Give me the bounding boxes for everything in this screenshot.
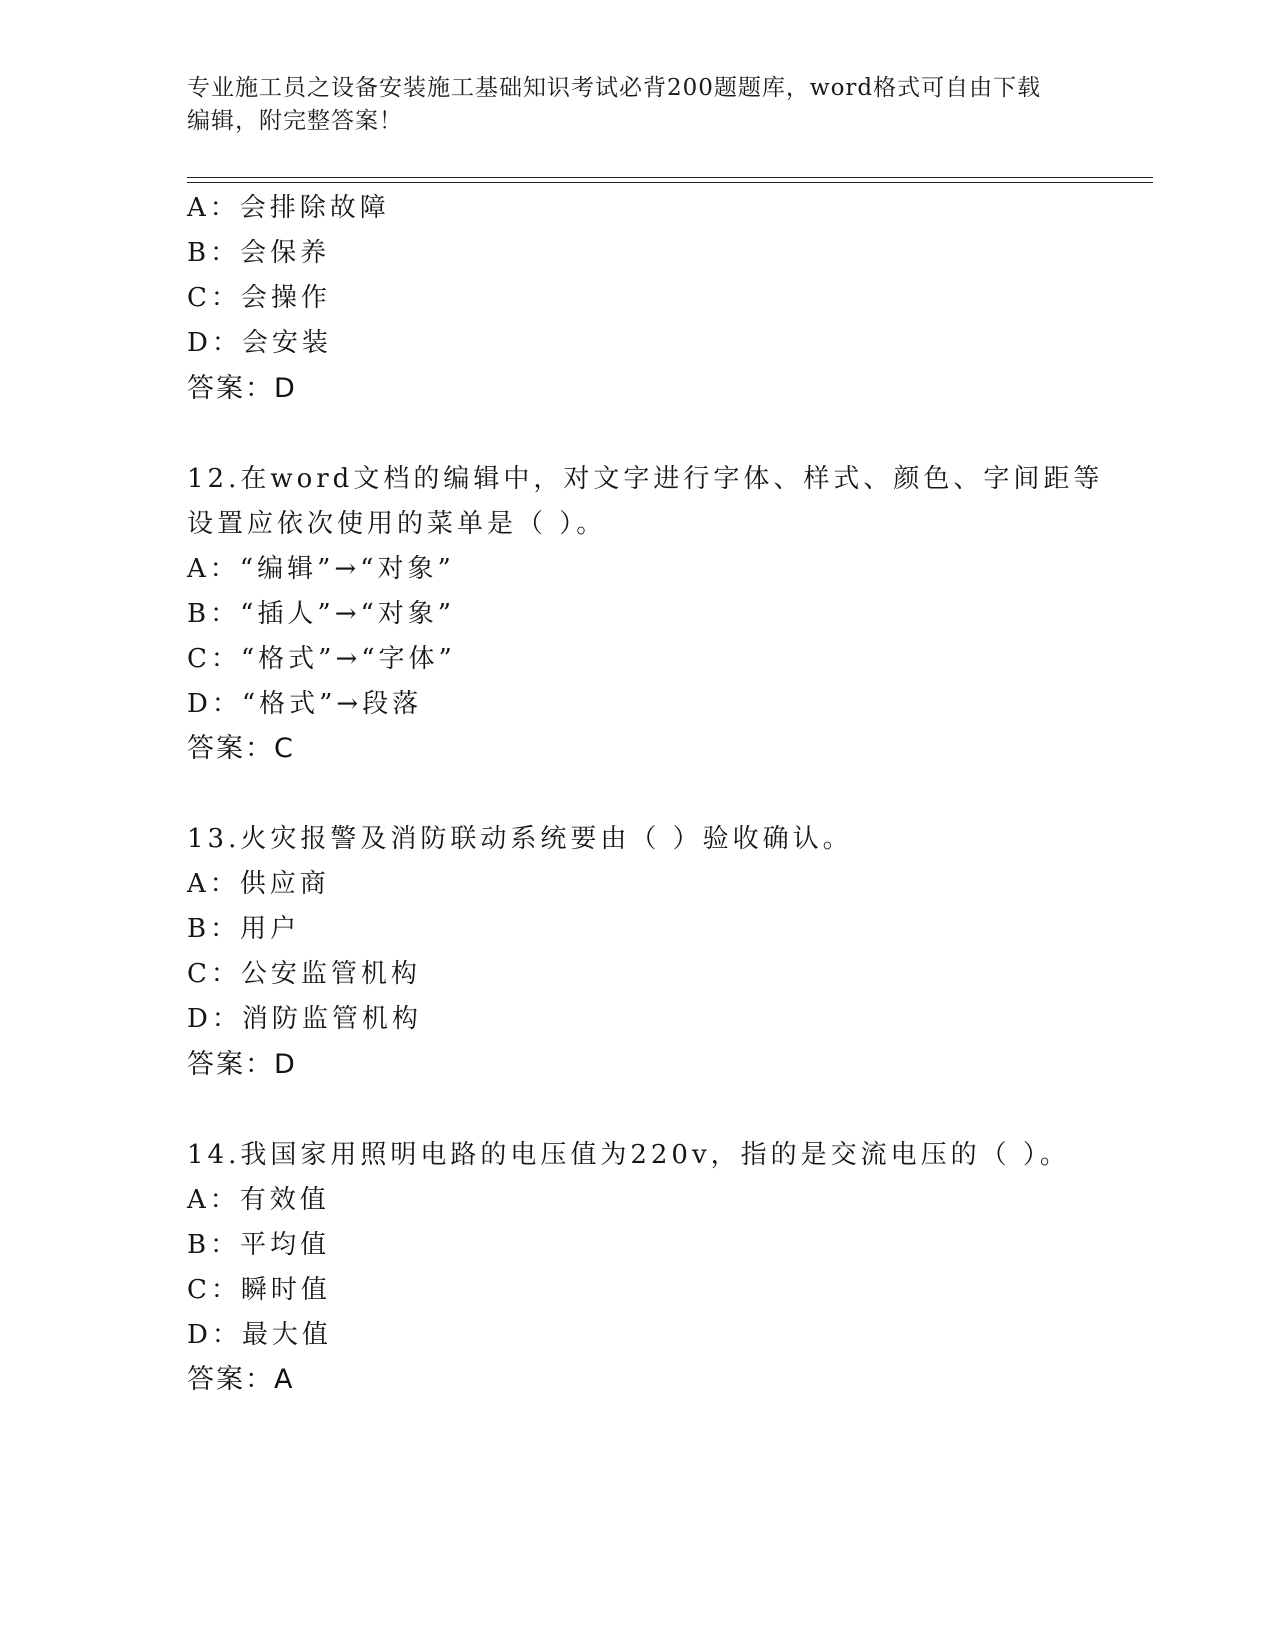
q11-option-d: D：会安装 bbox=[187, 328, 332, 358]
header-line-1: 专业施工员之设备安装施工基础知识考试必背200题题库，word格式可自由下载 bbox=[187, 75, 1042, 101]
header-divider-top bbox=[187, 177, 1153, 178]
q14-option-a: A：有效值 bbox=[187, 1185, 330, 1215]
q13-stem: 13.火灾报警及消防联动系统要由（ ）验收确认。 bbox=[187, 824, 853, 854]
header-line-2: 编辑，附完整答案！ bbox=[187, 108, 403, 134]
q11-option-a: A：会排除故障 bbox=[187, 193, 390, 223]
q13-option-c: C：公安监管机构 bbox=[187, 959, 421, 989]
q14-option-b: B：平均值 bbox=[187, 1230, 331, 1260]
q13-option-d: D：消防监管机构 bbox=[187, 1004, 422, 1034]
q12-option-b: B：“插人”→“对象” bbox=[187, 599, 456, 629]
q13-option-a: A：供应商 bbox=[187, 869, 330, 899]
q11-option-c: C：会操作 bbox=[187, 283, 331, 313]
q14-answer: 答案：A bbox=[187, 1364, 295, 1395]
q12-option-a: A：“编辑”→“对象” bbox=[187, 554, 455, 584]
header-divider-bottom bbox=[187, 182, 1153, 183]
q11-answer: 答案：D bbox=[187, 373, 297, 404]
q12-option-c: C：“格式”→“字体” bbox=[187, 644, 456, 674]
q13-answer: 答案：D bbox=[187, 1049, 297, 1080]
q13-option-b: B：用户 bbox=[187, 914, 301, 944]
q14-option-c: C：瞬时值 bbox=[187, 1275, 331, 1305]
q14-stem: 14.我国家用照明电路的电压值为220v，指的是交流电压的（ ）。 bbox=[187, 1140, 1070, 1170]
q14-option-d: D：最大值 bbox=[187, 1320, 332, 1350]
q12-stem-line-1: 12.在word文档的编辑中，对文字进行字体、样式、颜色、字间距等 bbox=[187, 464, 1104, 494]
q12-stem-line-2: 设置应依次使用的菜单是（ ）。 bbox=[187, 509, 607, 539]
q12-answer: 答案：C bbox=[187, 733, 295, 764]
q12-option-d: D：“格式”→段落 bbox=[187, 689, 423, 719]
q11-option-b: B：会保养 bbox=[187, 238, 331, 268]
document-header bbox=[187, 72, 1067, 138]
